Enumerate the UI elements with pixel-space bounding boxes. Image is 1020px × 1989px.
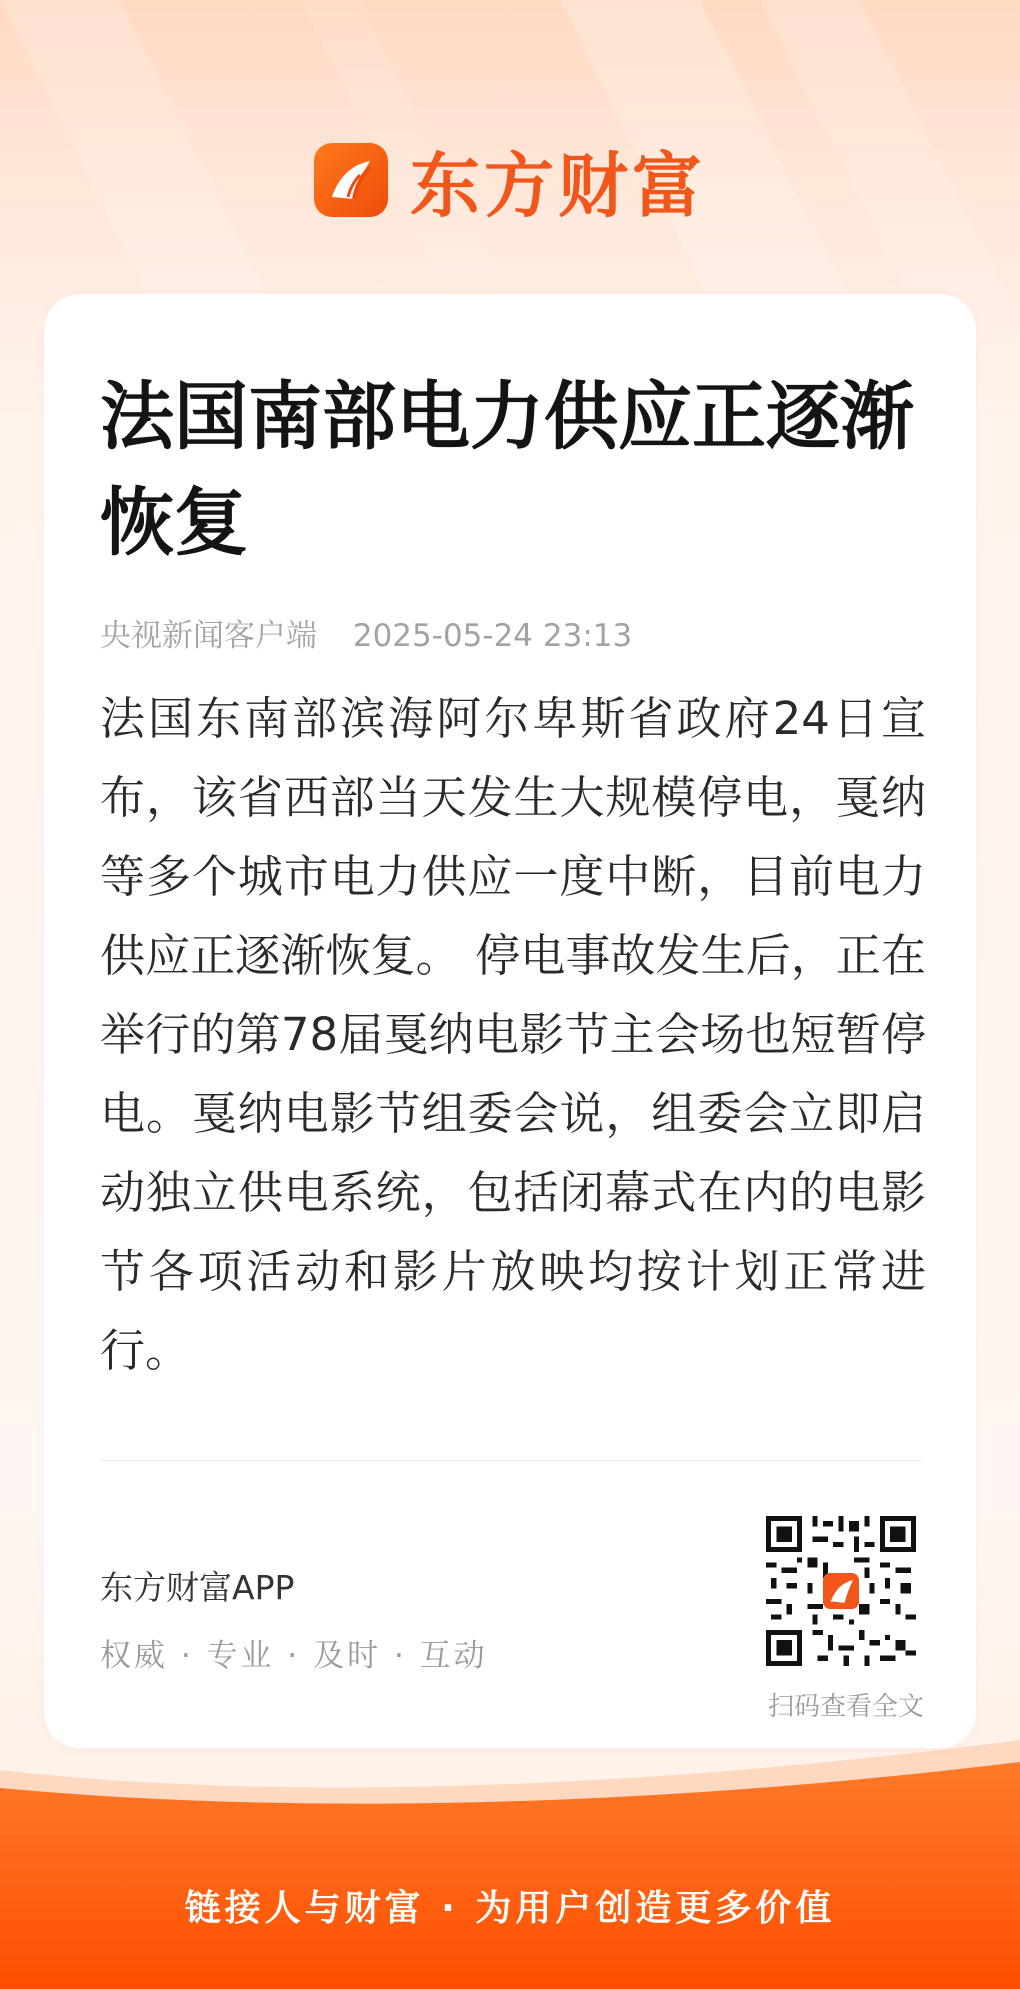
qr-code-icon[interactable] [766,1516,916,1666]
article-title: 法国南部电力供应正逐渐恢复 [100,374,914,566]
footer-app-name: 东方财富APP [100,1568,295,1607]
article-source: 央视新闻客户端 [100,618,317,654]
divider [100,1460,922,1461]
brand-logo-icon [314,143,388,217]
bottom-banner [0,1740,1020,1989]
qr-caption: 扫码查看全文 [767,1692,924,1722]
footer-slogan: 权威 · 专业 · 及时 · 互动 [100,1638,488,1674]
article-card [44,294,976,1748]
article-body: 法国东南部滨海阿尔卑斯省政府24日宣布，该省西部当天发生大规模停电，戛纳等多个城市电力供应一度中断，目前电力供应正逐渐恢复。 停电事故发生后，正在举行的第78届戛纳电影节主会场也短暂停电。戛纳电影节组委会说，组委会立即启动独立供电系统，包括闭幕式在内的电影节各项活动和影片放映均按计划正常进行。 [100,692,926,1377]
brand-name: 东方财富 [410,144,706,227]
article-meta [100,610,632,655]
article-datetime: 2025-05-24 23:13 [352,618,633,654]
bottom-slogan: 链接人与财富 · 为用户创造更多价值 [184,1888,836,1929]
brand-header [0,140,1020,227]
